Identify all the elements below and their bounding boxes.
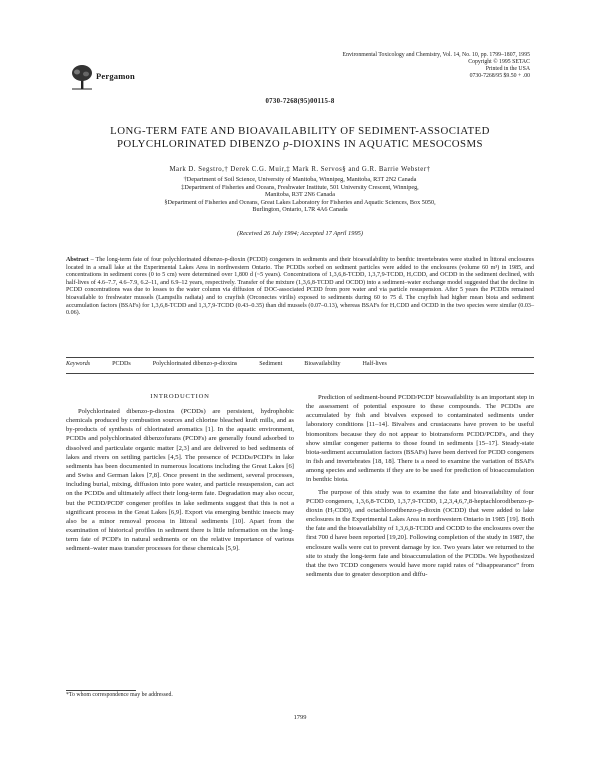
introduction-heading: INTRODUCTION (150, 393, 210, 400)
affiliation-1: †Department of Soil Science, University of Manitoba, Winnipeg, Manitoba, R3T 2N2 Canada (183, 176, 417, 183)
journal-printed: Printed in the USA (485, 66, 530, 72)
abstract (66, 257, 534, 318)
abstract-label: Abstract (66, 257, 89, 263)
title-line-2-pre: POLYCHLORINATED DIBENZO (116, 138, 284, 150)
received-dates: (Received 26 July 1994; Accepted 17 April 1995) (237, 230, 363, 237)
journal-price: 0730-7268/95 $9.50 + .00 (469, 73, 530, 79)
journal-info (330, 52, 530, 80)
affiliation-3b: Burlington, Ontario, L7R 4A6 Canada (252, 206, 348, 214)
keyword-3: Sediment (259, 361, 283, 367)
publisher-name: Pergamon (96, 71, 135, 81)
right-paragraph-1: Prediction of sediment-bound PCDD/PCDF bioavailability is an important step in the assessment of potential exposure to these compounds. The PCDDs are accumulated by fish and bivalves exposed to contaminated sediments under laboratory conditions [11–14]. Bivalves and crustaceans have proven to be useful biomonitors because they do not appear to biotransform PCDD/PCDFs, and they show similar congener patterns to those found in sediments [15–17]. Steady-state biota-sediment accumulation factors (BSAFs) have been derived for PCDD congeners in fish and invertebrates [18, 18]. There is a need to examine the variation of BSAFs among species and sediments if they are to be used for prediction of bioaccumulation in benthic biota. (306, 394, 534, 484)
title-line-1: LONG-TERM FATE AND BIOAVAILABILITY OF SEDIMENT-ASSOCIATED (110, 125, 490, 137)
keyword-1: PCDDs (112, 361, 131, 367)
issn: 0730-7268(95)00115-8 (265, 98, 335, 105)
title-line-2-post: -DIOXINS IN AQUATIC MESOCOSMS (289, 138, 484, 150)
keywords-rule-bottom (66, 373, 534, 374)
authors: Mark D. Segstro,† Derek C.G. Muir,‡ Mark R. Servos§ and G.R. Barrie Webster† (169, 166, 431, 173)
footnote: *To whom correspondence may be addressed. (66, 692, 173, 698)
publisher-tree-icon (70, 64, 94, 90)
journal-citation: Environmental Toxicology and Chemistry, Vol. 14, No. 10, pp. 1799–1807, 1995 (342, 52, 530, 58)
right-paragraph-2: The purpose of this study was to examine the fate and bioavailability of four PCDD congeners, 1,3,6,8-TCDD, 1,3,7,9-TCDD, 1,2,3,4,6,7,8-heptachlorodibenzo-p-dioxin (H₇CDD), and octachlorodibenzo-p-dioxin (OCDD) that were added to lake enclosures in the Experimental Lakes Area in northwestern Ontario in 1985 [19]. Both the fate and the bioavailability of 1,3,6,8-TCDD and OCDD to the enclosures over the first 700 d have been reported [19,20]. Following completion of the study in 1987, the enclosure walls were cut to prevent damage by ice. Two years later we returned to the site to study the long-term fate and bioaccumulation of the PCDDs. We hypothesized that the two TCDD congeners would have more rapid rates of “disappearance” from sediments due to greater desorption and diffu- (306, 488, 534, 578)
keyword-2: Polychlorinated dibenzo-p-dioxins (152, 361, 238, 367)
title-line-2-italic: p (283, 138, 290, 150)
keyword-4: Bioavailability (304, 361, 341, 367)
right-column (306, 393, 534, 579)
keywords-rule-top (66, 357, 534, 358)
affiliation-2: ‡Department of Fisheries and Oceans, Freshwater Institute, 501 University Crescent, Winnipeg, (181, 183, 419, 191)
publisher-logo (70, 62, 160, 92)
introduction-column (66, 407, 294, 554)
footnote-rule (66, 690, 136, 691)
affiliation-2b: Manitoba, R3T 2N6 Canada (265, 191, 335, 199)
introduction-paragraph-1: Polychlorinated dibenzo-p-dioxins (PCDDs) are persistent, hydrophobic chemicals produced by combustion sources and chlorine bleached kraft mills, and as by-products of synthesis of chlorinated aromatics [1]. In the aquatic environment, PCDDs and polychlorinated dibenzofurans (PCDFs) are generally found adsorbed to dissolved and particulate organic matter [2,3] and are delivered to bed sediments of lakes and rivers on settling particles [4,5]. The presence of PCDDs/PCDFs in lake sediments has been documented in numerous locations including the Great Lakes [6] and Swiss and German lakes [7,8]. Once present in the sediment, several processes, including burial, mixing, diffusion into pore water, and particle resuspension, can act on the PCDDs and ultimately affect their long-term fate. Degradation may also occur, but the PCDD/PCDF congener profiles in lake sediments suggest that this is not a significant process in the Great Lakes [6,9]. Export via emerging benthic insects may also be a minor removal process in littoral sediments [10]. Apart from the examination of historical profiles in sediment there is little information on the long-term fate of PCDFs in natural sediments or on the relative importance of various sediment–water mass transfer processes for these chemicals [5,9]. (66, 408, 294, 553)
keyword-5: Half-lives (362, 361, 387, 367)
keywords-label: Keywords (66, 361, 91, 367)
affiliations (90, 176, 510, 214)
page-number: 1799 (293, 714, 307, 721)
paper-title (60, 125, 540, 151)
title-line-2 (60, 138, 540, 151)
affiliation-3: §Department of Fisheries and Oceans, Great Lakes Laboratory for Fisheries and Aquatic Sciences, Box 5050, (164, 198, 436, 206)
journal-copyright: Copyright © 1995 SETAC (468, 59, 530, 65)
keywords (66, 361, 534, 369)
abstract-text: – The long-term fate of four polychlorinated dibenzo-p-dioxin (PCDD) congeners in sediments and their bioavailability to benthic invertebrates were studied in littoral enclosures located in a small lake at the Experimental Lakes Area in northwestern Ontario. The PCDDs sorbed on sediment particles were added to the enclosures (volume 60 m³) in 1985, and concentrations in sediment cores (0 to 5 cm) were determined over 1,800 d (~5 years). Concentrations of 1,3,6,8-TCDD, 1,3,7,9-TCDD, H₇CDD, and OCDD in the sediment declined, with half-lives of 4.6–7.7, 4.6–7.9, 6.2–11, and 6.9–12 years, respectively. Transfer of the mixture (1,3,6,8-TCDD and OCDD) into a sediment–water exchange model suggested that the decline in PCDD concentrations was due to losses to the water column via diffusion of DOC-associated PCDD from pore water and via particle resuspension. After 5 years the PCDDs remained bioavailable to freshwater mussels (Lampsilis radiata) and to crayfish (Orconectes virilis) exposed to sediments during 60 to 75 d. The crayfish had higher mean biota and sediment accumulation factors (BSAFs) for 1,3,6,8-TCDD and 1,3,7,9-TCDD (0.43–0.35) than did mussels (0.07–0.13), whereas BSAFs for H₇CDD and OCDD in the two species were similar (0.03–0.06). (66, 257, 534, 317)
